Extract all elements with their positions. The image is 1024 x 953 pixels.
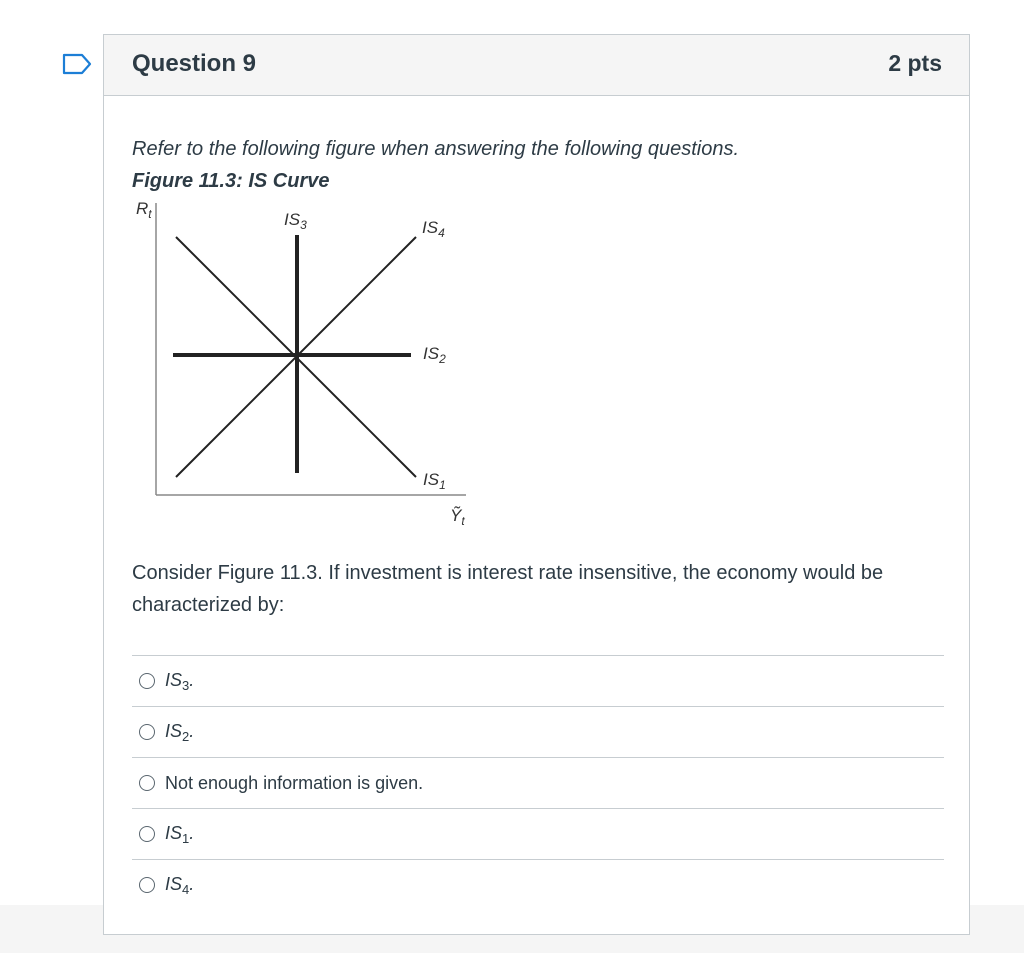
is2-label: $IS_2$	[423, 344, 446, 366]
answer-label: $IS_1$.	[165, 822, 195, 846]
answer-label: Not enough information is given.	[165, 772, 424, 793]
answer-option-not-enough-info[interactable]	[132, 757, 944, 808]
is-curve-figure	[126, 195, 486, 535]
radio-button[interactable]	[139, 775, 155, 791]
y-axis-label: $R_t$	[136, 199, 152, 221]
answer-label: $IS_2$.	[165, 720, 195, 744]
answer-option-is3[interactable]	[132, 655, 944, 706]
answer-option-is4[interactable]	[132, 859, 944, 910]
question-card	[103, 34, 970, 935]
radio-button[interactable]	[139, 877, 155, 893]
bookmark-flag-icon[interactable]	[61, 52, 93, 76]
question-prompt: Consider Figure 11.3. If investment is interest rate insensitive, the economy would be characterized by:	[132, 562, 884, 616]
radio-button[interactable]	[139, 673, 155, 689]
is1-label: $IS_1$	[423, 470, 446, 492]
radio-button[interactable]	[139, 826, 155, 842]
question-points: 2 pts	[888, 50, 942, 76]
question-title: Question 9	[132, 50, 257, 77]
is4-label: $IS_4$	[422, 218, 445, 240]
answer-list	[132, 655, 944, 910]
answer-option-is1[interactable]	[132, 808, 944, 859]
question-intro: Refer to the following figure when answering the following questions.	[132, 138, 740, 160]
answer-option-is2[interactable]	[132, 706, 944, 757]
radio-button[interactable]	[139, 724, 155, 740]
x-axis-label: Ỹ$_t$	[450, 506, 465, 528]
question-header	[104, 35, 969, 96]
answer-label: $IS_3$.	[165, 669, 195, 693]
answer-label: $IS_4$.	[165, 873, 195, 897]
is3-label: $IS_3$	[284, 210, 307, 232]
figure-caption: Figure 11.3: IS Curve	[132, 170, 330, 192]
